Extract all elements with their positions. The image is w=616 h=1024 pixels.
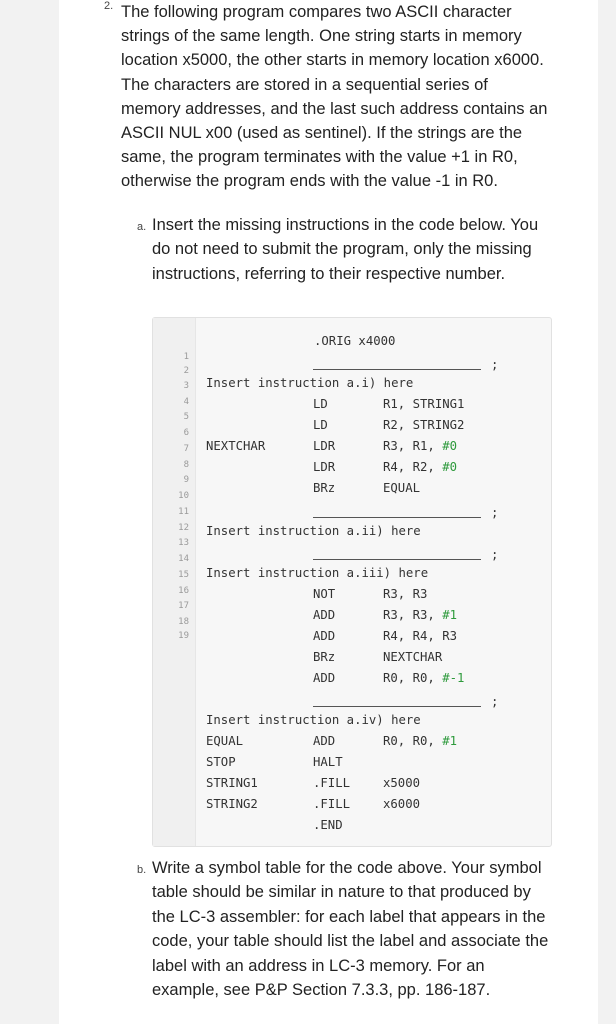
line-number: 18 <box>178 617 189 627</box>
line-number: 3 <box>183 381 189 391</box>
blank-semicolon: ; <box>491 358 499 372</box>
blank-semicolon: ; <box>491 548 499 562</box>
line-number: 13 <box>178 538 189 548</box>
answer-blank-i <box>313 369 481 370</box>
code-op: ADD <box>313 671 336 685</box>
line-number: 10 <box>178 491 189 501</box>
line-number: 1 <box>183 352 189 362</box>
answer-blank-iii <box>313 559 481 560</box>
code-args: EQUAL <box>383 481 421 495</box>
code-op: LDR <box>313 460 336 474</box>
code-op: BRz <box>313 481 336 495</box>
code-op: .FILL <box>313 776 351 790</box>
line-number: 6 <box>183 428 189 438</box>
line-number: 12 <box>178 523 189 533</box>
line-number: 8 <box>183 460 189 470</box>
blank-semicolon: ; <box>491 695 499 709</box>
code-args: x6000 <box>383 797 421 811</box>
insert-instruction-iii: Insert instruction a.iii) here <box>206 566 429 580</box>
answer-blank-iv <box>313 706 481 707</box>
code-op: LD <box>313 397 328 411</box>
code-op: ADD <box>313 629 336 643</box>
code-op: .FILL <box>313 797 351 811</box>
code-op: BRz <box>313 650 336 664</box>
line-number: 19 <box>178 631 189 641</box>
orig-directive: .ORIG x4000 <box>314 334 396 348</box>
code-args: R0, R0, #-1 <box>383 671 465 685</box>
line-number: 14 <box>178 554 189 564</box>
line-number: 4 <box>183 397 189 407</box>
insert-instruction-iv: Insert instruction a.iv) here <box>206 713 421 727</box>
blank-semicolon: ; <box>491 506 499 520</box>
line-number: 16 <box>178 586 189 596</box>
question-text: The following program compares two ASCII character strings of the same length. One string starts in memory location x5000, the other starts in memory location x6000. The characters are stored in a sequential series of memory addresses, and the last such address contains an ASCII NUL x00 (used as sentinel). If the strings are the same, the program terminates with the value +1 in R0, otherwise the program ends with the value -1 in R0. <box>121 3 548 191</box>
code-op: ADD <box>313 734 336 748</box>
code-label: STRING1 <box>206 776 258 790</box>
line-number: 15 <box>178 570 189 580</box>
code-args: R3, R3 <box>383 587 428 601</box>
part-b-label: b. <box>137 864 147 876</box>
code-args: R3, R3, #1 <box>383 608 458 622</box>
part-a-label: a. <box>137 221 147 233</box>
code-args: NEXTCHAR <box>383 650 443 664</box>
code-args: R0, R0, #1 <box>383 734 458 748</box>
line-number: 17 <box>178 601 189 611</box>
end-directive: .END <box>313 818 343 832</box>
code-op: LD <box>313 418 328 432</box>
code-args: R3, R1, #0 <box>383 439 458 453</box>
insert-instruction-i: Insert instruction a.i) here <box>206 376 414 390</box>
line-number: 2 <box>183 366 189 376</box>
code-op: NOT <box>313 587 336 601</box>
code-op: HALT <box>313 755 343 769</box>
code-op: ADD <box>313 608 336 622</box>
line-number: 7 <box>183 444 189 454</box>
line-number: 5 <box>183 412 189 422</box>
line-number: 9 <box>183 475 189 485</box>
code-args: R4, R2, #0 <box>383 460 458 474</box>
code-label: STRING2 <box>206 797 258 811</box>
answer-blank-ii <box>313 517 481 518</box>
question-number: 2. <box>104 0 114 12</box>
code-label: STOP <box>206 755 236 769</box>
code-block <box>152 317 552 847</box>
code-args: R1, STRING1 <box>383 397 465 411</box>
code-label: NEXTCHAR <box>206 439 266 453</box>
insert-instruction-ii: Insert instruction a.ii) here <box>206 524 421 538</box>
line-number: 11 <box>178 507 189 517</box>
part-a-text: Insert the missing instructions in the code below. You do not need to submit the program, only the missing instructions, referring to their respective number. <box>152 216 539 283</box>
code-args: R4, R4, R3 <box>383 629 458 643</box>
code-label: EQUAL <box>206 734 244 748</box>
code-args: R2, STRING2 <box>383 418 465 432</box>
code-op: LDR <box>313 439 336 453</box>
code-args: x5000 <box>383 776 421 790</box>
part-b-text: Write a symbol table for the code above. Your symbol table should be similar in nature to that produced by the LC-3 assembler: for each label that appears in the code, your table should list the label and associate the label with an address in LC-3 memory. For an example, see P&P Section 7.3.3, pp. 186-187. <box>152 859 549 1000</box>
